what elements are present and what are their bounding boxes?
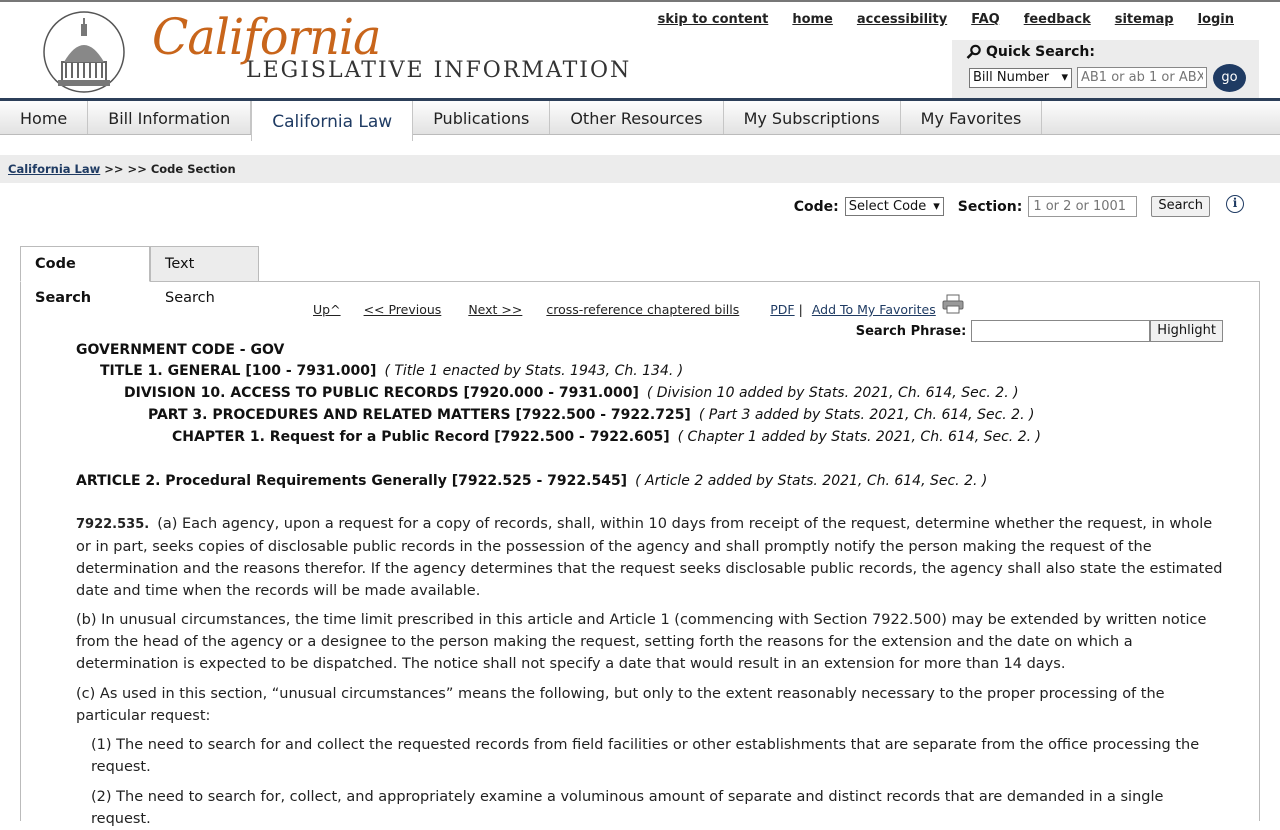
section-para-b: (b) In unusual circumstances, the time limit prescribed in this article and Article 1 (commencing with Section 7922.500) may be extended by written notice from the head of the agency or a designee to the person making the request, setting forth the reasons for the extension and the date on which a determination is expected to be dispatched. The notice shall not specify a date that would result in an extension for more than 14 days. <box>76 612 1207 672</box>
nav-other-resources[interactable]: Other Resources <box>550 101 723 134</box>
hierarchy-article-name: ARTICLE 2. Procedural Requirements Generally [7922.525 - 7922.545] <box>76 473 628 489</box>
section-input[interactable] <box>1028 196 1137 217</box>
quick-search-input[interactable] <box>1077 67 1207 88</box>
highlight-button[interactable]: Highlight <box>1150 320 1223 342</box>
tab-text-search[interactable]: Text Search <box>150 246 259 282</box>
hierarchy-division[interactable] <box>124 385 1019 401</box>
cross-reference-link[interactable]: cross-reference chaptered bills <box>546 302 740 317</box>
section-label: Section: <box>957 198 1023 215</box>
accessibility-link[interactable]: accessibility <box>856 12 948 27</box>
bill-type-select[interactable]: Bill Number ▾ <box>969 68 1072 88</box>
section-para-c1: (1) The need to search for and collect the requested records from field facilities or other establishments that are separate from the office processing the request. <box>91 737 1200 775</box>
section-para-a-text: (a) Each agency, upon a request for a copy of records, shall, within 10 days from receipt of the request, determine whether the request, in whole or in part, seeks copies of disclosable public records in the possession of the agency and shall promptly notify the person making the request of the determination and the reasons therefor. If the agency determines that the request seeks disclosable public records, the agency shall also state the estimated date and time when the records will be made available. <box>76 516 1223 599</box>
hierarchy-article-note: ( Article 2 added by Stats. 2021, Ch. 614, Sec. 2. ) <box>635 473 988 489</box>
faq-link[interactable]: FAQ <box>971 12 1000 27</box>
hierarchy-chapter-name: CHAPTER 1. Request for a Public Record [7922.500 - 7922.605] <box>172 429 670 445</box>
breadcrumb-rest: >> >> Code Section <box>104 162 236 176</box>
search-phrase-label: Search Phrase: <box>855 323 967 339</box>
nav-my-subscriptions[interactable]: My Subscriptions <box>724 101 901 134</box>
breadcrumb <box>0 155 1280 183</box>
code-label: Code: <box>793 198 839 215</box>
breadcrumb-california-law-link[interactable]: California Law <box>8 162 101 176</box>
section-actions <box>313 302 936 317</box>
logo-california-script[interactable]: California <box>152 8 381 66</box>
top-links <box>658 12 1234 27</box>
section-number: 7922.535. <box>76 517 150 532</box>
up-link[interactable]: Up^ <box>313 302 341 317</box>
tab-code-search[interactable]: Code Search <box>20 246 150 282</box>
search-icon <box>966 44 982 60</box>
section-para-a <box>76 513 1226 602</box>
hierarchy-part[interactable] <box>148 407 1034 423</box>
code-section-search <box>794 196 1244 217</box>
capitol-dome-logo[interactable] <box>40 10 128 94</box>
search-phrase-input[interactable] <box>971 320 1150 342</box>
login-link[interactable]: login <box>1197 12 1234 27</box>
section-para-c2: (2) The need to search for, collect, and appropriately examine a voluminous amount of separate and distinct records that are demanded in a single request. <box>91 789 1164 827</box>
info-icon[interactable]: i <box>1226 195 1244 213</box>
hierarchy-part-note: ( Part 3 added by Stats. 2021, Ch. 614, Sec. 2. ) <box>698 407 1035 423</box>
hierarchy-article <box>76 473 987 489</box>
nav-california-law[interactable]: California Law <box>251 101 413 141</box>
action-separator: | <box>798 302 803 317</box>
main-nav <box>0 98 1280 135</box>
logo-subtitle: LEGISLATIVE INFORMATION <box>246 58 632 83</box>
hierarchy-division-note: ( Division 10 added by Stats. 2021, Ch. 614, Sec. 2. ) <box>646 385 1019 401</box>
add-to-favorites-link[interactable]: Add To My Favorites <box>811 302 936 317</box>
pdf-link[interactable]: PDF <box>770 302 795 317</box>
nav-my-favorites[interactable]: My Favorites <box>901 101 1043 134</box>
hierarchy-title-name: TITLE 1. GENERAL [100 - 7931.000] <box>100 363 377 379</box>
hierarchy-title[interactable] <box>100 363 683 379</box>
hierarchy-chapter[interactable] <box>172 429 1041 445</box>
hierarchy-code-title: GOVERNMENT CODE - GOV <box>76 342 285 358</box>
hierarchy-part-name: PART 3. PROCEDURES AND RELATED MATTERS [7922.500 - 7922.725] <box>148 407 691 423</box>
previous-link[interactable]: << Previous <box>363 302 442 317</box>
nav-bill-information[interactable]: Bill Information <box>88 101 251 134</box>
quick-search-title-row <box>966 44 1095 60</box>
hierarchy-title-note: ( Title 1 enacted by Stats. 1943, Ch. 134. ) <box>384 363 684 379</box>
printer-icon[interactable] <box>942 294 964 314</box>
code-select[interactable]: Select Code ▾ <box>845 197 944 216</box>
quick-search-panel <box>952 40 1259 98</box>
nav-home[interactable]: Home <box>0 101 88 134</box>
hierarchy-code <box>76 342 284 358</box>
hierarchy-division-name: DIVISION 10. ACCESS TO PUBLIC RECORDS [7920.000 - 7931.000] <box>124 385 639 401</box>
home-link[interactable]: home <box>792 12 833 27</box>
quick-search-title: Quick Search: <box>986 44 1095 60</box>
quick-search-go-button[interactable]: go <box>1213 64 1246 92</box>
next-link[interactable]: Next >> <box>468 302 523 317</box>
code-search-button[interactable]: Search <box>1151 196 1210 217</box>
skip-to-content-link[interactable]: skip to content <box>657 12 769 27</box>
search-phrase-row <box>856 320 1223 342</box>
nav-publications[interactable]: Publications <box>413 101 550 134</box>
site-header <box>0 0 1280 100</box>
feedback-link[interactable]: feedback <box>1023 12 1091 27</box>
sitemap-link[interactable]: sitemap <box>1114 12 1174 27</box>
section-para-c: (c) As used in this section, “unusual circumstances” means the following, but only to the extent reasonably necessary to the proper processing of the particular request: <box>76 686 1165 724</box>
hierarchy-chapter-note: ( Chapter 1 added by Stats. 2021, Ch. 614, Sec. 2. ) <box>677 429 1041 445</box>
